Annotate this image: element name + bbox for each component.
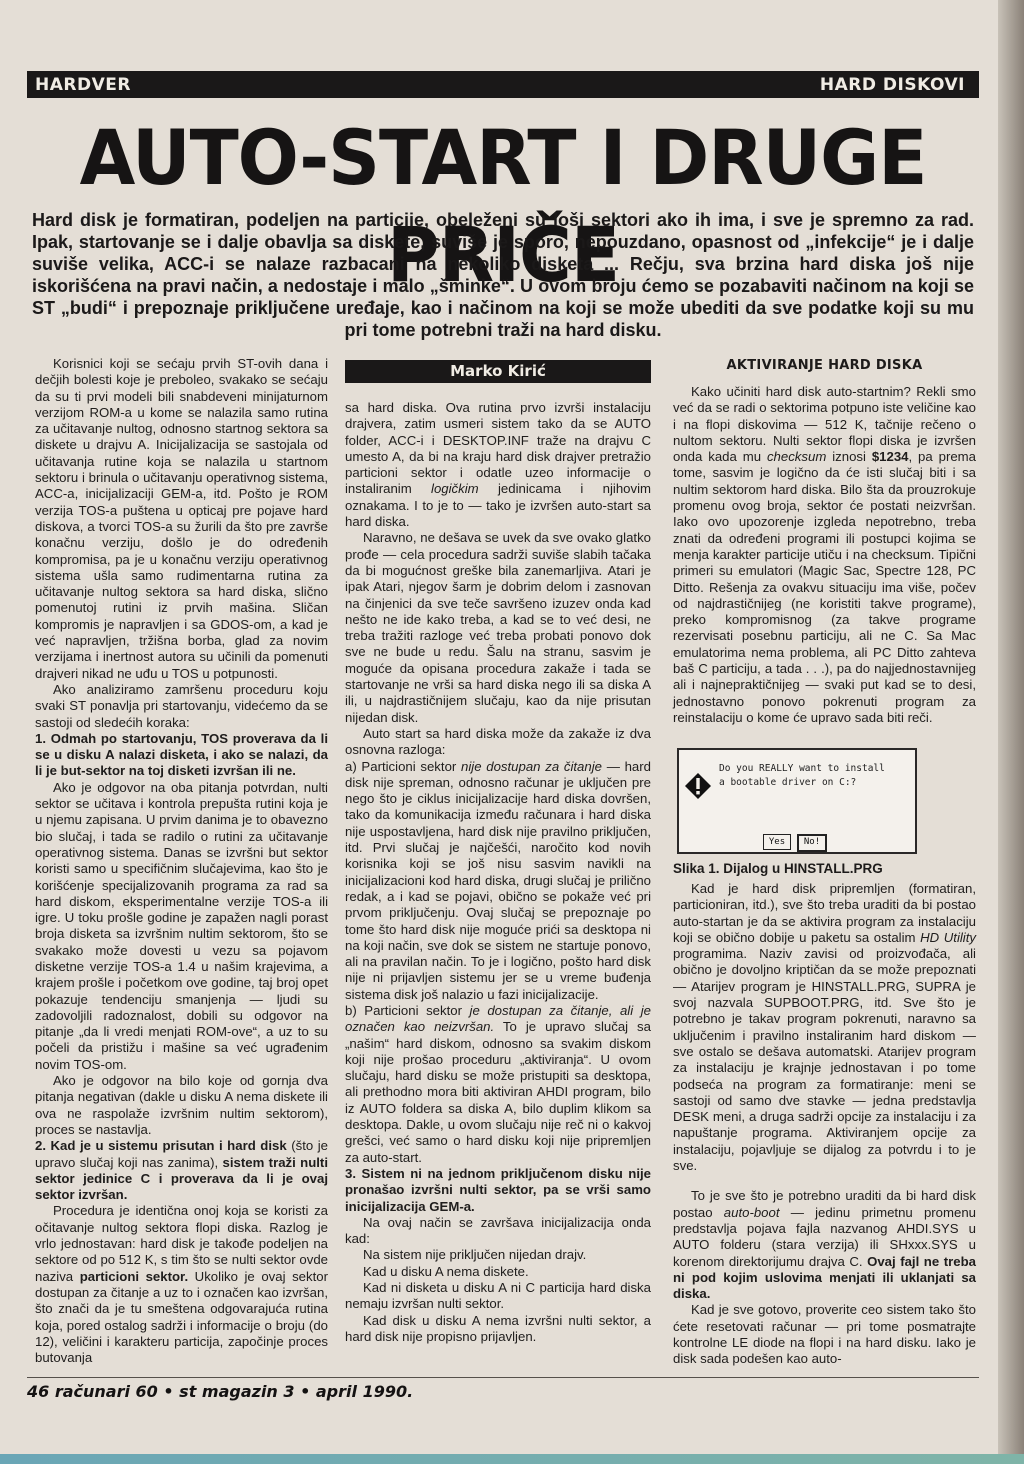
paragraph: Kad je hard disk pripremljen (formatiran, particioniran, itd.), sve što treba uraditi da bi postao auto-startan je da se aktivira program za instalaciju koji se obično dobije u paketu sa ostalim HD Utility programima. Naziv zavisi od proizvođača, ali obično je dovoljno kriptičan da se može prepoznati — Atarijev program je HINSTALL.PRG, SUPRA je svoj nazvala SUPBOOT.PRG, itd. Sve što je potrebno je takav program pokrenuti, naravno sa uključenim i pravilno instaliranim hard diskom — sve ostalo se dešava automatski. Atarijev program za instalaciju je krajnje jednostavan i po tome podseća na program za formatiranje: meni se sastoji od samo dve stavke — jedna predstavlja DESK meni, a druga sadrži opcije za instalaciju i za napuštanje programa. Aktiviranjem opcije za instalaciju, pojavljuje se dijalog za potvrdu i to je sve.	[673, 881, 976, 1174]
paragraph: To je sve što je potrebno uraditi da bi hard disk postao auto-boot — jedinu primetnu promenu predstavlja pojava fajla nazvanog AHDI.SYS u AUTO folderu (stara verzija) ili SHxxx.SYS u korenom direktorijumu drajva C. Ovaj fajl ne treba ni pod kojim uslovima menjati ili uklanjati sa diska.	[673, 1188, 976, 1302]
column-2	[345, 400, 651, 1345]
paragraph: Na ovaj način se završava inicijalizacija onda kad:	[345, 1214, 651, 1247]
paragraph: a) Particioni sektor nije dostupan za čitanje — hard disk nije spreman, odnosno računar je uključen pre nego što je ciklus inicijalizacije hard diska dovršen, tako da komunikacija između računara i hard diska nije uspostavljena, hard disk nije pravilno priključen, itd. Prvi slučaj je najčešći, naročito kod novih korisnika koji se još nisu sasvim navikli na inicijalizacioni kod hard diska, drugi slučaj je prilično redak, a i kad se pojavi, obično se pokaže već pri prvom priključenju. Ovaj slučaj se prepoznaje po tome što hard disk nije moguće prići sa desktopa ni na koji način, sve dok se sistem ne startuje ponovo, ali na pravilan način. To je i logično, pošto hard disk nije ni prijavljen sistemu jer se u vreme buđenja sistema disk još nalazio u fazi inicijalizacije.	[345, 758, 651, 1002]
paragraph: Kako učiniti hard disk auto-startnim? Rekli smo već da se radi o sektorima potpuno iste veličine kao i na flopi diskovima — 512 K, tačnije rečeno o nultom sektoru. Nulti sektor flopi diska je izvršen onda kada mu checksum iznosi $1234, pa prema tome, sasvim je logično da će isti slučaj biti i sa nultim sektorom hard diska. Bilo šta da prouzrokuje promenu ovog broja, sektor će postati neizvršan. Iako ovo upozorenje izgleda nepotrebno, treba znati da određeni programi ili postupci kojima se menja karakter particije utiču i na checksum. Tipični primeri su emulatori (Magic Sac, Spectre 128, PC Ditto. Rešenja za ovakvu situaciju ima više, počev od najdrastičnijeg (ne koristiti takve programe), preko kompromisnog (za takve programe rezervisati posebnu particiju, ali ne C. Sa Mac emulatorima nema problema, ali PC Ditto zahteva baš C particiju, a tada . . .), pa do najjednostavnijeg ali i najnepraktičnijeg — svaki put kad se to desi, jednostavno ponovo pokrenuti program za reinstalaciju o kome će upravo sada biti reči.	[673, 384, 976, 725]
paragraph: Ako analiziramo zamršenu proceduru koju svaki ST ponavlja pri startovanju, videćemo da se sastoji od sledećih koraka:	[35, 681, 328, 730]
page-footer: 46 računari 60 • st magazin 3 • april 1990.	[27, 1382, 414, 1401]
list-item: Kad u disku A nema diskete.	[363, 1263, 529, 1279]
step-heading: 2. Kad je u sistemu prisutan i hard disk (što je upravo slučaj koji nas zanima), sistem traži nulti sektor jedinice C i proverava da li je ovaj sektor izvršan.	[35, 1138, 328, 1203]
page-edge	[998, 0, 1024, 1464]
step-heading: 3. Sistem ni na jednom priključenom disku nije pronašao izvršni nulti sektor, pa se vrši samo inicijalizacija GEM-a.	[345, 1165, 651, 1214]
paragraph: sa hard diska. Ova rutina prvo izvrši instalaciju drajvera, zatim usmeri sistem tako da se AUTO folder, ACC-i i DESKTOP.INF traže na drajvu C umesto A, da bi na kraju hard disk drajver pretražio particioni sektor i odatle uzeo informacije o instaliranim logičkim jedinicama i njihovim oznakama. I to je to — tako je izvršen auto-start sa hard diska.	[345, 400, 651, 530]
list-item: Na sistem nije priključen nijedan drajv.	[363, 1247, 587, 1263]
paragraph: Auto start sa hard diska može da zakaže iz dva osnovna razloga:	[345, 725, 651, 758]
author-byline: Marko Kirić	[345, 360, 651, 383]
article-title: AUTO-START I DRUGE PRIČE	[79, 113, 927, 299]
paragraph: Naravno, ne dešava se uvek da sve ovako glatko prođe — cela procedura sadrži suviše slabih tačaka da bi mogućnost greške bila zanemarljiva. Atari je ipak Atari, njegov šarm je dobrim delom i zasnovan na činjenici da sve teče savršeno izuzev onda kad nešto ne ide kako treba, a kad se to već desi, ne treba tražiti razloge već treba probati ponovo dok sve ne bude u redu. Šalu na stranu, sasvim je moguće da opisana procedura zakaže i tada se startovanje ne vrši sa hard diska nego ili sa diska A ili, u najdrastičnijem slučaju, kao da nije prisutan nijedan disk.	[345, 530, 651, 725]
list-item: Kad ni disketa u disku A ni C particija hard diska nemaju izvršan nulti sektor.	[345, 1280, 651, 1312]
paragraph: Kad je sve gotovo, proverite ceo sistem tako što ćete resetovati računar — pri tome posmatrajte kontrolne LE diode na flopi i na hard disku. Iako je disk sada podešen kao auto-	[673, 1302, 976, 1367]
section-bar	[27, 71, 979, 98]
hinstall-dialog	[677, 748, 917, 854]
paragraph: Korisnici koji se sećaju prvih ST-ovih dana i dečjih bolesti koje je preboleo, svakako se sećaju da su ti prvi modeli bili snabdeveni minijaturnom verzijom ROM-a u kome se nalazila samo rutina za učitavanje nultog, odnosno startnog sektora sa diskete u drajvu A. Inicijalizacija se sastojala od učitavanja rutine koja se nalazila u startnom sektoru i brinula o učitavanju operativnog sistema, ACC-a, inicijalizaciji GEM-a, itd. Pošto je ROM verzija TOS-a puštena u opticaj pre pojave hard diskova, a tvorci TOS-a su žurili da što pre završe konačnu verziju, došlo je do određenih kompromisa, pa je u konačnu verziju operativnog sistema ušla samo rudimentarna rutina za učitavanje nultog sektora sa hard diska, slično pomenutoj rutini iz prvih mašina. Sličan kompromis je napravljen i sa GDOS-om, a kad je već napravljen, tržišna borba, glad za novim verzijama i inertnost autora su učinili da pomenuti drajveri nikad ne uđu u TOS u potpunosti.	[35, 356, 328, 681]
scan-bottom-strip	[0, 1454, 1024, 1464]
column-1	[35, 356, 328, 1366]
section-label-left: HARDVER	[35, 74, 131, 95]
figure-caption: Slika 1. Dijalog u HINSTALL.PRG	[673, 861, 883, 876]
step-heading: 1. Odmah po startovanju, TOS proverava da li se u disku A nalazi disketa, i ako se nalazi, da li je but-sektor na toj disketi izvršan ili ne.	[35, 730, 328, 779]
paragraph: Procedura je identična onoj koja se koristi za očitavanje nultog sektora flopi diska. Razlog je vrlo jednostavan: hard disk je takođe podeljen na sektore od po 512 K, s tim što se nulti sektor ovde naziva particioni sektor. Ukoliko je ovaj sektor dostupan za čitanje a uz to i označen kao izvršan, što znači da je tu smeštena odgovarajuća rutina koja, pored ostalog sadrži i informacije o broju (do 12), veličini i karakteru particija, započinje proces butovanja	[35, 1203, 328, 1366]
paragraph: b) Particioni sektor je dostupan za čitanje, ali je označen kao neizvršan. To je upravo slučaj sa „našim“ hard diskom, odnosno sa svakim diskom koji nije prošao proceduru „aktiviranja“. U ovom slučaju, hard disku se može pristupiti sa desktopa, ali prethodno mora biti aktiviran AHDI program, bilo iz AUTO foldera sa diska A, bilo duplim klikom sa desktopa. Dakle, u ovom slučaju nije reč ni o kakvoj grešci, već samo o hard disku koji nije pripremljen za auto-start.	[345, 1002, 651, 1165]
article-lead: Hard disk je formatiran, podeljen na particije, obeleženi su loši sektori ako ih ima, i sve je spremno za rad. Ipak, startovanje se i dalje obavlja sa diskete, suviše je sporo, nepouzdano, opasnost od „infekcije“ je i dalje suviše velika, ACC-i se nalaze razbacani na nekoliko disketa ... Rečju, sva brzina hard diska još nije iskorišćena na pravi način, a nedostaje i malo „šminke“. U ovom broju ćemo se pozabaviti načinom na koji se ST „budi“ i prepoznaje priključene uređaje, kao i načinom na koji se može ubediti da sve podatke koji su mu pri tome potrebni traži na hard disku.	[32, 210, 974, 340]
yes-button[interactable]: Yes	[763, 834, 791, 850]
list-item: Kad disk u disku A nema izvršni nulti sektor, a hard disk nije propisno prijavljen.	[345, 1312, 651, 1344]
column-3	[673, 384, 976, 726]
paragraph: Ako je odgovor na bilo koje od gornja dva pitanja negativan (dakle u disku A nema diskete ili ova ne raspolaže izvršnim nultim sektorom), proces se nastavlja.	[35, 1073, 328, 1137]
column-3-continued	[673, 881, 976, 1368]
exclamation-diamond-icon	[684, 772, 712, 800]
footer-rule	[27, 1377, 979, 1378]
section-label-right: HARD DISKOVI	[819, 74, 965, 95]
paragraph: Ako je odgovor na oba pitanja potvrdan, nulti sektor se učitava i kontrola prepušta rutini koja je u njemu zapisana. U prvim danima je to obavezno bio slučaj, i tada se radilo o rutini za učitavanje operativnog sistema. Danas se izvršni but sektor koristi samo u specifičnim slučajevima, kao što je korišćenje specijalizovanih programa za rad sa hard diskom, eksperimentalne verzije TOS-a ili igre. U toku prošle godine je zapažen nagli porast broja disketa sa izvršnim nultim sektorom, što se svakako može dovesti u vezu sa pojavom disketne verzije TOS-a 1.4 u našim krajevima, a krajem prošle i početkom ove godine, taj broj opet pokazuje tendenciju smanjenja — ljudi su zadovoljili radoznalost, dobili su odgovor na pitanje „da li vredi menjati ROM-ove“, a uz to su počeli da pristižu i mašine sa već ugrađenim novim TOS-om.	[35, 779, 328, 1072]
dialog-message: Do you REALLY want to install a bootable driver on C:?	[719, 763, 885, 788]
sidebar-heading: AKTIVIRANJE HARD DISKA	[726, 358, 923, 373]
no-button[interactable]: No!	[797, 834, 827, 852]
